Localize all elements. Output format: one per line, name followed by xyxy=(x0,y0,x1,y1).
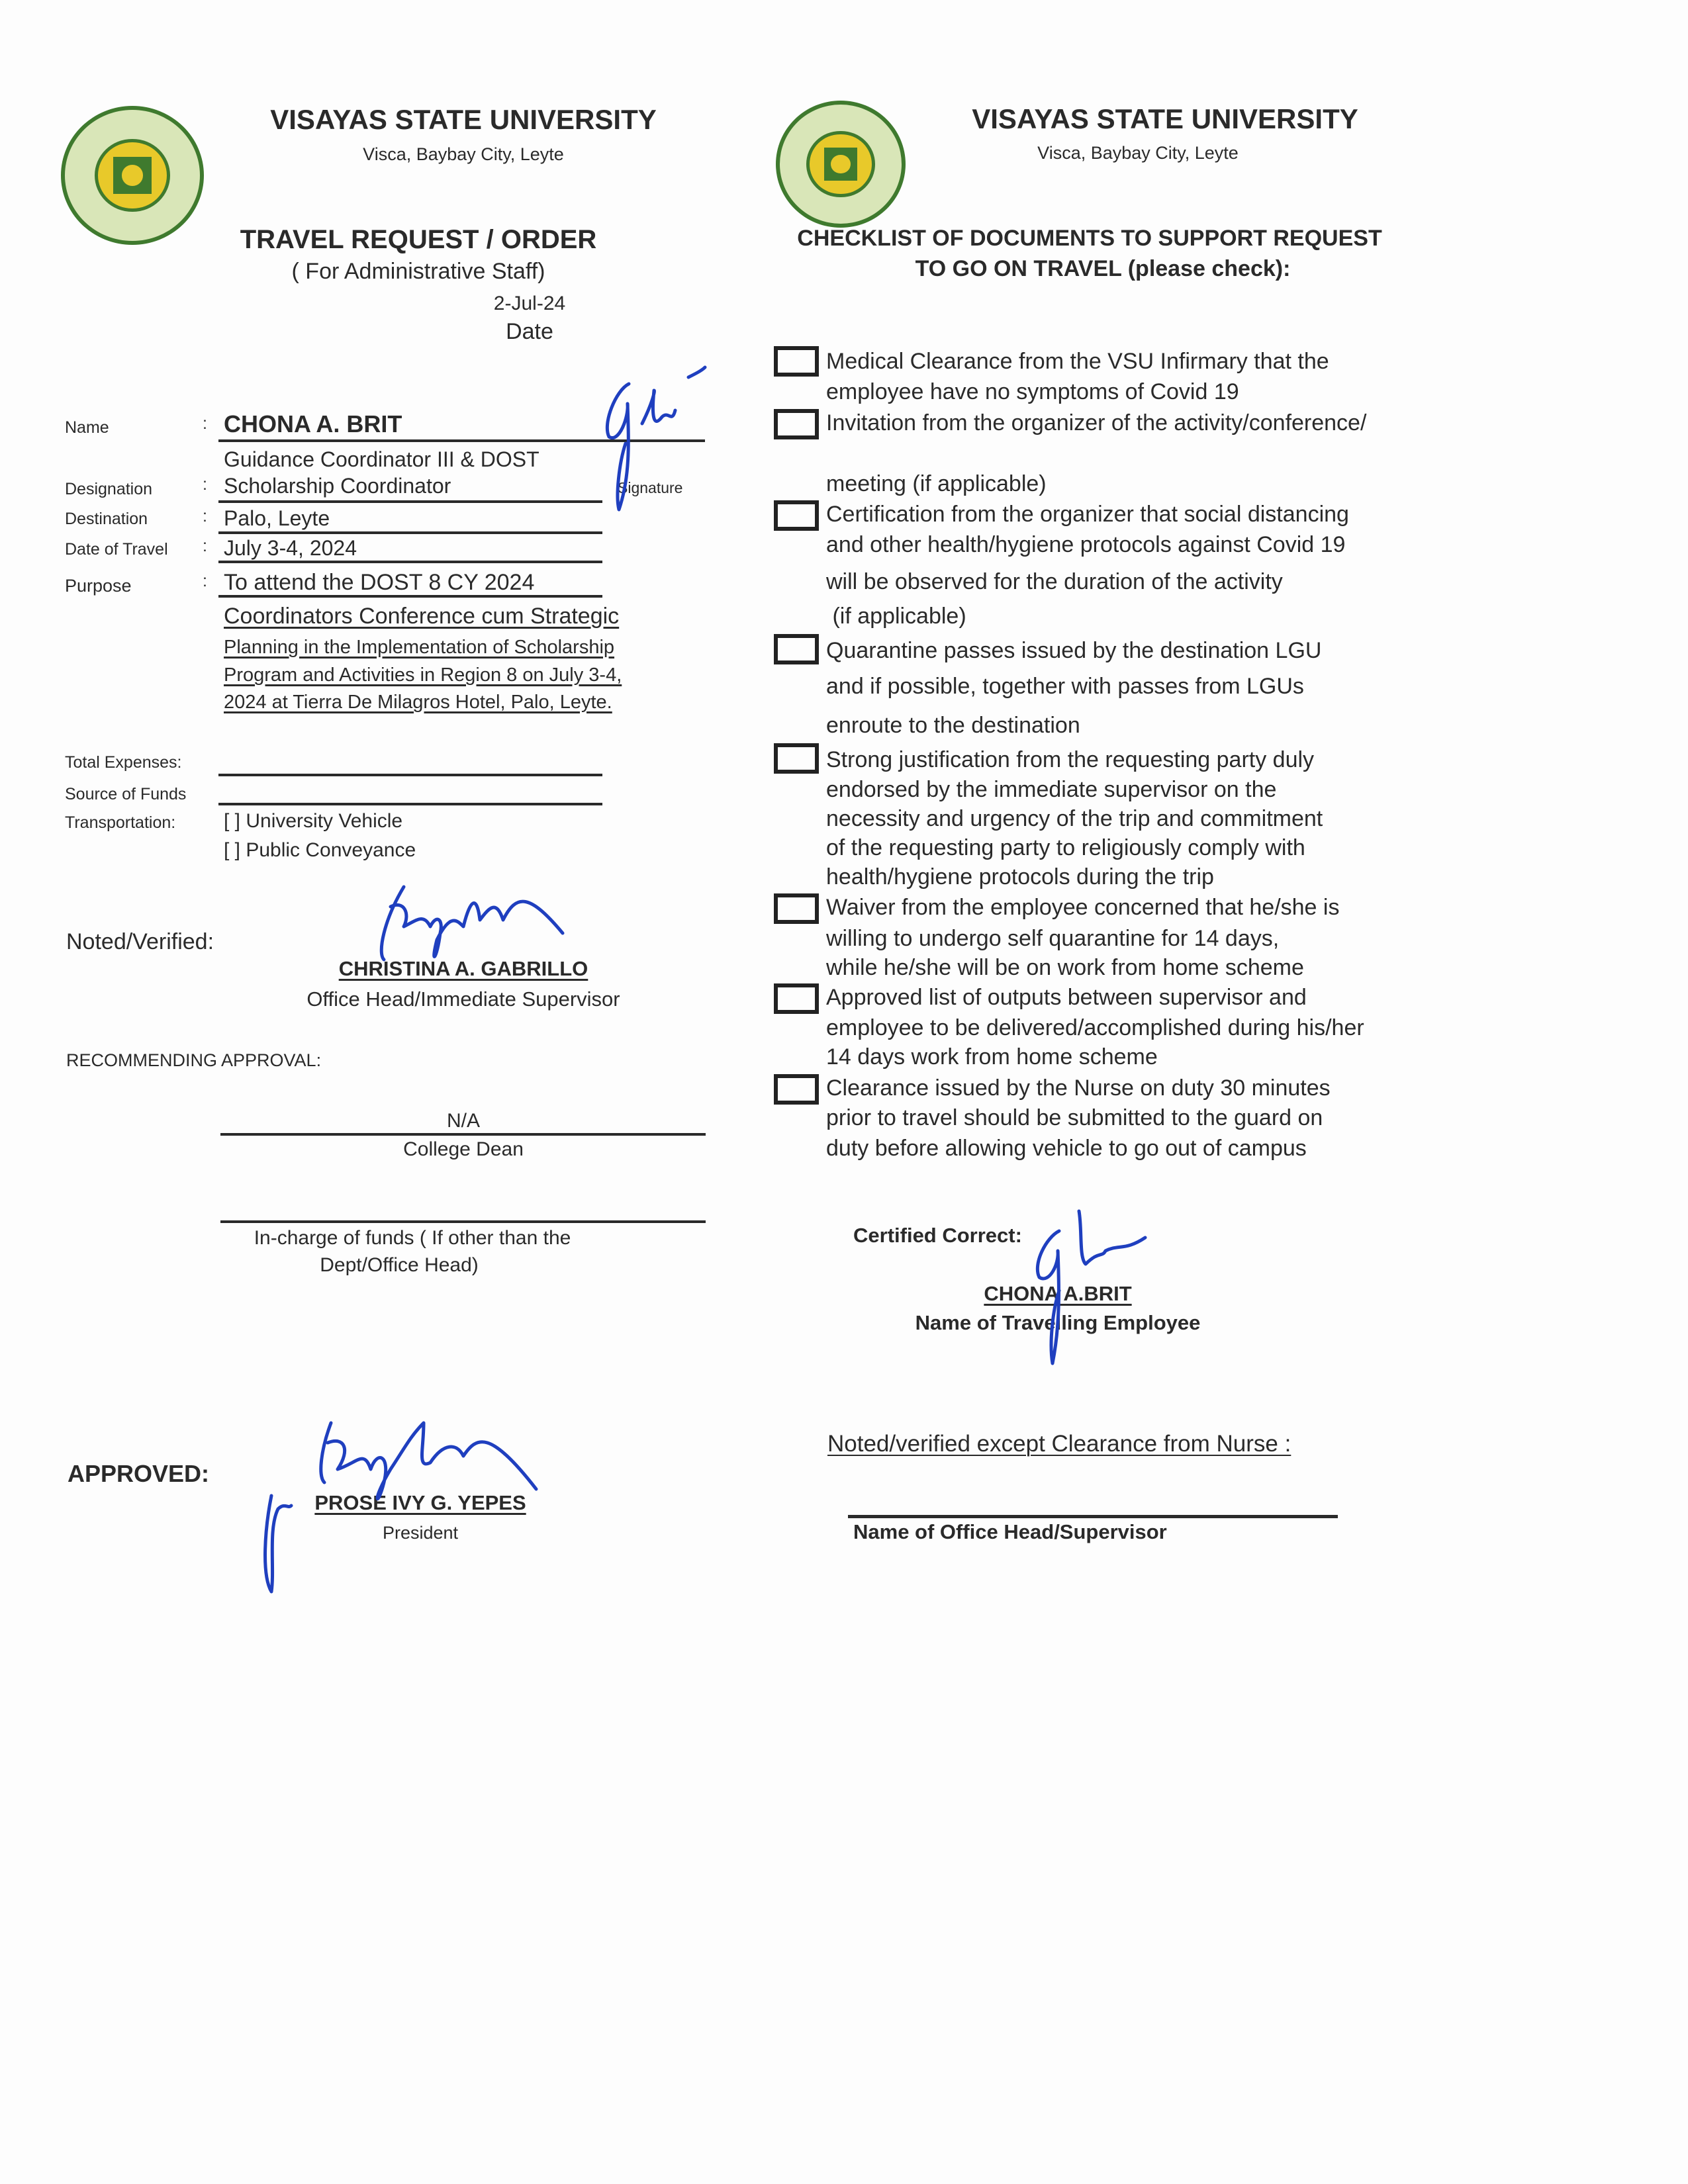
checklist-text: and other health/hygiene protocols against Covid 19 xyxy=(826,532,1346,557)
university-address: Visca, Baybay City, Leyte xyxy=(363,144,564,164)
recommending-approval-label: RECOMMENDING APPROVAL: xyxy=(66,1050,322,1070)
signature-label: Signature xyxy=(618,479,683,496)
university-name: VISAYAS STATE UNIVERSITY xyxy=(270,104,657,135)
approved-title: President xyxy=(382,1523,459,1543)
source-of-funds-line xyxy=(218,803,602,805)
university-address: Visca, Baybay City, Leyte xyxy=(1037,143,1239,163)
checkbox[interactable] xyxy=(774,500,819,531)
checkbox[interactable] xyxy=(774,1074,819,1105)
checklist-text: employee to be delivered/accomplished during his/her xyxy=(826,1015,1364,1040)
dean-line xyxy=(220,1133,706,1136)
checklist-title: TO GO ON TRAVEL (please check): xyxy=(915,256,1291,281)
purpose-line: Planning in the Implementation of Scholarship xyxy=(224,637,615,658)
checkbox[interactable] xyxy=(774,743,819,774)
name-label: Name xyxy=(65,418,109,437)
checklist-text: Strong justification from the requesting party duly xyxy=(826,747,1315,772)
purpose-rule xyxy=(218,595,602,598)
colon: : xyxy=(203,507,207,525)
checklist-text: enroute to the destination xyxy=(826,713,1080,738)
checklist-text: Quarantine passes issued by the destination LGU xyxy=(826,638,1322,663)
purpose-line: Coordinators Conference cum Strategic xyxy=(224,604,620,629)
checklist-text: Medical Clearance from the VSU Infirmary that the xyxy=(826,349,1329,374)
transportation-label: Transportation: xyxy=(65,813,176,832)
designation-line1: Guidance Coordinator III & DOST xyxy=(224,447,539,471)
date-of-travel-line xyxy=(218,561,602,563)
noted-title: Office Head/Immediate Supervisor xyxy=(306,987,620,1011)
checklist-text: prior to travel should be submitted to the guard on xyxy=(826,1105,1323,1130)
checklist-text: and if possible, together with passes from LGUs xyxy=(826,674,1304,699)
name-value: CHONA A. BRIT xyxy=(224,410,402,437)
noted-verified-label: Noted/Verified: xyxy=(66,929,214,954)
funds-line xyxy=(220,1220,706,1223)
transport-option-university-vehicle[interactable]: [ ] University Vehicle xyxy=(224,810,403,832)
form-title: TRAVEL REQUEST / ORDER xyxy=(240,225,597,254)
date-of-travel-value: July 3-4, 2024 xyxy=(224,536,357,560)
office-head-label: Name of Office Head/Supervisor xyxy=(853,1520,1167,1543)
university-seal-right xyxy=(776,101,906,228)
checklist-text: necessity and urgency of the trip and commitment xyxy=(826,806,1323,831)
checklist-text: meeting (if applicable) xyxy=(826,471,1047,496)
certified-correct-label: Certified Correct: xyxy=(853,1224,1022,1247)
signature-approved xyxy=(258,1410,543,1602)
approved-name: PROSE IVY G. YEPES xyxy=(314,1491,526,1514)
noted-name: CHRISTINA A. GABRILLO xyxy=(338,957,588,980)
checkbox[interactable] xyxy=(774,634,819,664)
checklist-text: 14 days work from home scheme xyxy=(826,1044,1158,1069)
transport-option-public-conveyance[interactable]: [ ] Public Conveyance xyxy=(224,839,416,861)
purpose-line: To attend the DOST 8 CY 2024 xyxy=(224,570,535,595)
total-expenses-line xyxy=(218,774,602,776)
checklist-text: employee have no symptoms of Covid 19 xyxy=(826,379,1239,404)
checklist-text: endorsed by the immediate supervisor on the xyxy=(826,777,1277,802)
checkbox[interactable] xyxy=(774,893,819,924)
colon: : xyxy=(203,414,207,433)
designation-line2: Scholarship Coordinator xyxy=(224,474,451,498)
certified-name: CHONA A.BRIT xyxy=(984,1282,1132,1305)
date-of-travel-label: Date of Travel xyxy=(65,540,168,559)
signature-noted xyxy=(364,880,576,973)
checklist-text: (if applicable) xyxy=(826,604,966,629)
dean-value: N/A xyxy=(446,1110,481,1132)
purpose-line: 2024 at Tierra De Milagros Hotel, Palo, Leyte. xyxy=(224,692,612,713)
university-seal-left xyxy=(61,106,204,245)
dean-label: College Dean xyxy=(403,1138,524,1160)
office-head-line xyxy=(848,1515,1338,1518)
noted-except-label: Noted/verified except Clearance from Nurse : xyxy=(827,1431,1291,1457)
destination-label: Destination xyxy=(65,510,148,528)
checklist-text: Waiver from the employee concerned that he/she is xyxy=(826,895,1340,920)
date-value: 2-Jul-24 xyxy=(493,293,566,314)
colon: : xyxy=(203,572,207,590)
checklist-text: Invitation from the organizer of the activity/conference/ xyxy=(826,410,1367,435)
checklist-text: willing to undergo self quarantine for 14 days, xyxy=(826,926,1280,951)
form-subtitle: ( For Administrative Staff) xyxy=(291,259,545,284)
purpose-label: Purpose xyxy=(65,576,132,596)
checklist-text: while he/she will be on work from home scheme xyxy=(826,955,1304,980)
funds-label: Dept/Office Head) xyxy=(320,1254,479,1276)
certified-title: Name of Travelling Employee xyxy=(915,1311,1201,1334)
designation-label: Designation xyxy=(65,480,153,498)
checklist-text: Approved list of outputs between supervisor and xyxy=(826,985,1307,1010)
colon: : xyxy=(203,537,207,555)
checklist-text: health/hygiene protocols during the trip xyxy=(826,864,1214,889)
checklist-title: CHECKLIST OF DOCUMENTS TO SUPPORT REQUEST xyxy=(797,226,1382,251)
total-expenses-label: Total Expenses: xyxy=(65,753,182,772)
destination-value: Palo, Leyte xyxy=(224,506,330,530)
checklist-text: duty before allowing vehicle to go out of campus xyxy=(826,1136,1307,1161)
signature-applicant xyxy=(589,364,722,523)
checkbox[interactable] xyxy=(774,346,819,377)
source-of-funds-label: Source of Funds xyxy=(65,785,187,803)
checklist-text: of the requesting party to religiously comply with xyxy=(826,835,1305,860)
university-name: VISAYAS STATE UNIVERSITY xyxy=(972,103,1358,134)
designation-line xyxy=(218,500,602,503)
checkbox[interactable] xyxy=(774,983,819,1014)
purpose-line: Program and Activities in Region 8 on July 3-4, xyxy=(224,664,622,686)
checklist-text: Certification from the organizer that social distancing xyxy=(826,502,1349,527)
checklist-text: Clearance issued by the Nurse on duty 30 minutes xyxy=(826,1075,1331,1101)
checklist-text: will be observed for the duration of the activity xyxy=(826,569,1283,594)
colon: : xyxy=(203,475,207,494)
signature-certified xyxy=(1019,1211,1165,1370)
checkbox[interactable] xyxy=(774,409,819,439)
funds-label: In-charge of funds ( If other than the xyxy=(254,1227,571,1249)
approved-label: APPROVED: xyxy=(68,1460,210,1487)
date-label: Date xyxy=(506,319,553,344)
destination-line xyxy=(218,531,602,534)
